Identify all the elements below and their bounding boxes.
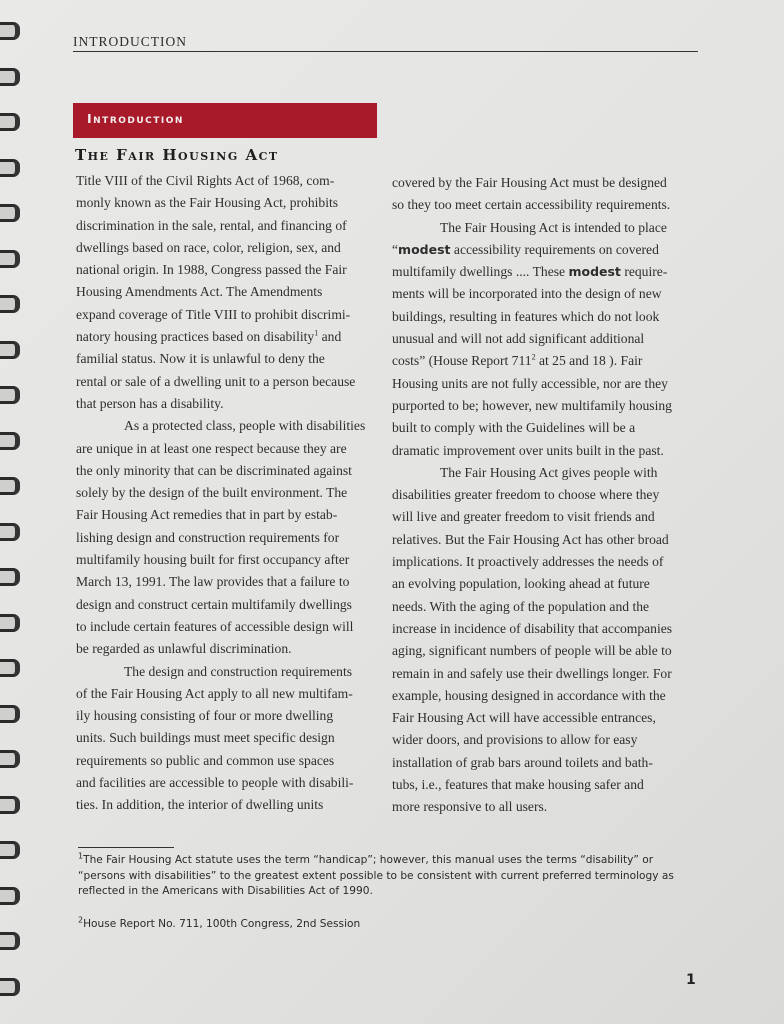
text-line [76,326,380,348]
text-line: unusual and will not add significant additional [392,331,645,347]
text-line: buildings, resulting in features which do not look [392,308,660,324]
text-fragment: natory housing practices based on disability [76,329,315,345]
spiral-coil [0,432,20,450]
paragraph [392,283,695,350]
spiral-coil [0,22,20,40]
footnote-text: House Report No. 711, 100th Congress, 2nd Session [83,918,361,930]
footnote-mark: 1 [78,851,84,861]
text-line: lishing design and construction requirements for [76,529,340,545]
text-line: The design and construction requirements [124,663,353,679]
spiral-coil [0,113,20,131]
text-line: units. Such buildings must meet specific design [76,730,335,746]
text-line: more responsive to all users. [392,799,548,815]
spiral-coil [0,386,20,404]
spiral-coil [0,887,20,905]
text-line: rental or sale of a dwelling unit to a person because [76,373,356,389]
text-line [392,239,695,261]
spiral-coil [0,750,20,768]
spiral-coil [0,978,20,996]
text-line: monly known as the Fair Housing Act, prohibits [76,195,339,211]
spiral-coil [0,204,20,222]
running-head: INTRODUCTION [73,34,698,52]
spiral-coil [0,796,20,814]
text-line: As a protected class, people with disabilities [124,418,366,434]
text-line: expand coverage of Title VIII to prohibit discrimi- [76,306,351,322]
text-line: installation of grab bars around toilets and bath- [392,754,653,770]
section-banner: Introduction [73,103,377,138]
text-line: ties. In addition, the interior of dwelling units [76,797,324,813]
text-line [392,350,695,372]
footnote-ref: 1 [314,328,319,338]
text-line: Fair Housing Act will have accessible entrances, [392,710,656,726]
text-line: will live and greater freedom to visit friends and [392,509,655,525]
text-line: remain in and safely use their dwellings longer. For [392,665,672,681]
section-title: The Fair Housing Act [75,146,279,164]
text-line: built to comply with the Guidelines will be a [392,420,636,436]
spiral-coil [0,705,20,723]
spiral-binding [0,0,26,1024]
text-fragment: and [318,329,342,345]
text-line: ily housing consisting of four or more dwelling [76,708,334,724]
text-line: The Fair Housing Act is intended to place [440,219,667,235]
text-line: and facilities are accessible to people with disabili- [76,775,354,791]
text-line: disabilities greater freedom to choose where they [392,487,660,503]
emphasis: modest [568,264,621,280]
text-line: wider doors, and provisions to allow for easy [392,732,638,748]
text-line: solely by the design of the built environment. The [76,485,348,501]
paragraph [76,170,380,326]
text-line: implications. It proactively addresses the needs of [392,554,664,570]
text-line: covered by the Fair Housing Act must be designed [392,175,667,190]
text-line: Fair Housing Act remedies that in part by estab- [76,507,338,523]
text-line: to include certain features of accessible design will [76,618,354,634]
text-line: of the Fair Housing Act apply to all new multifam- [76,685,353,701]
footnote-mark: 2 [78,915,84,925]
paragraph [392,172,695,217]
text-fragment: accessibility requirements on covered [450,241,659,257]
text-line: an evolving population, looking ahead at future [392,576,650,592]
spiral-coil [0,568,20,586]
right-column [392,172,695,819]
spiral-coil [0,932,20,950]
text-line [392,261,695,283]
text-line: Housing Amendments Act. The Amendments [76,284,323,300]
text-line: The Fair Housing Act gives people with [440,464,658,480]
text-line: dramatic improvement over units built in the past. [392,442,664,458]
text-line: increase in incidence of disability that accompanies [392,620,673,636]
spiral-coil [0,614,20,632]
text-line: requirements so public and common use spaces [76,752,335,768]
text-line: so they too meet certain accessibility requirements. [392,197,671,213]
text-line: discrimination in the sale, rental, and financing of [76,217,347,233]
text-line: the only minority that can be discriminated against [76,462,352,478]
paragraph [76,348,380,415]
text-fragment: at 25 and 18 ). Fair [535,353,643,369]
text-line: relatives. But the Fair Housing Act has other broad [392,531,669,547]
spiral-coil [0,841,20,859]
paragraph [76,415,380,660]
text-line: familial status. Now it is unlawful to deny the [76,351,325,367]
text-line: Title VIII of the Civil Rights Act of 1968, com- [76,173,335,188]
footnote-rule [78,847,174,848]
footnote-1 [78,853,688,900]
spiral-coil [0,477,20,495]
text-line: March 13, 1991. The law provides that a failure to [76,574,350,590]
text-line: ments will be incorporated into the design of new [392,286,662,302]
text-line: that person has a disability. [76,395,224,411]
text-line: design and construct certain multifamily dwellings [76,596,352,612]
footnote-ref: 2 [531,352,536,362]
spiral-coil [0,159,20,177]
text-fragment: multifamily dwellings .... These [392,264,569,280]
spiral-coil [0,68,20,86]
text-fragment: costs” (House Report 711 [392,353,532,369]
text-line: are unique in at least one respect because they are [76,440,347,456]
spiral-coil [0,341,20,359]
text-fragment: “ [392,241,399,257]
paragraph [392,462,695,819]
spiral-coil [0,295,20,313]
spiral-coil [0,659,20,677]
spiral-coil [0,250,20,268]
text-line: needs. With the aging of the population and the [392,598,650,614]
text-line: example, housing designed in accordance with the [392,687,666,703]
left-column [76,170,380,817]
footnote-text: The Fair Housing Act statute uses the term “handicap”; however, this manual uses the terms “disability” or “persons with disabilities” to the greatest extent possible to be consistent with current preferred terminology as reflected in the Americans with Disabilities Act of 1990. [78,854,674,897]
text-line: aging, significant numbers of people will be able to [392,643,672,659]
text-line: purported to be; however, new multifamily housing [392,397,672,413]
text-line: multifamily housing built for first occupancy after [76,552,350,568]
spiral-coil [0,523,20,541]
paragraph [392,373,695,462]
text-line: dwellings based on race, color, religion, sex, and [76,239,341,255]
text-line: tubs, i.e., features that make housing safer and [392,777,644,793]
emphasis: modest [398,241,451,257]
text-line: be regarded as unlawful discrimination. [76,641,292,657]
footnote-2 [78,917,688,933]
text-fragment: require- [620,264,668,280]
text-line: national origin. In 1988, Congress passed the Fair [76,262,347,278]
page-number: 1 [686,972,696,988]
text-line: Housing units are not fully accessible, nor are they [392,375,668,391]
paragraph [76,661,380,817]
